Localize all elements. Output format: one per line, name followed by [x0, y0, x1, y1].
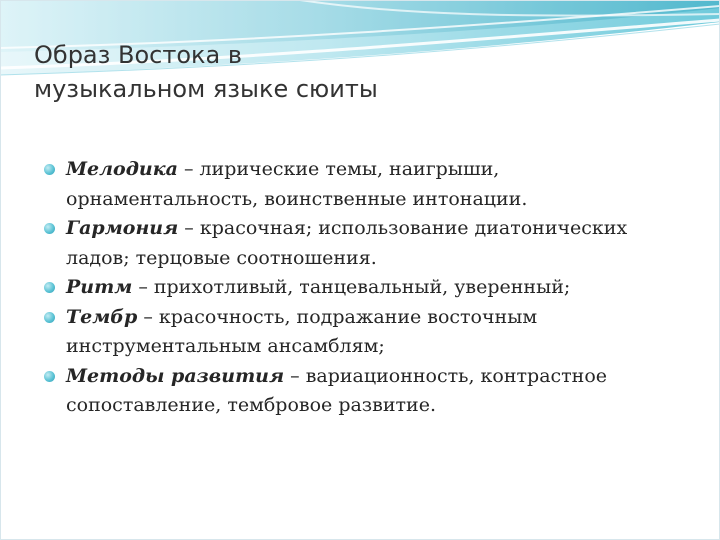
bullet-dot-icon: [44, 164, 55, 175]
bullet-dot-icon: [44, 312, 55, 323]
slide-title: [34, 38, 634, 106]
slide-title-line-1: Образ Востока в: [34, 41, 243, 69]
bullet-item-ritm: [44, 273, 694, 303]
bullet-text: – красочная; использование диатонических ладов; терцовые соотношения.: [66, 217, 628, 269]
bullet-text: – лирические темы, наигрыши, орнаментальность, воинственные интонации.: [66, 158, 528, 210]
bullet-term: Тембр: [66, 305, 138, 328]
bullet-item-metody: [44, 362, 694, 421]
bullet-item-garmoniya: [44, 214, 694, 273]
bullet-list: [44, 155, 694, 421]
bullet-dot-icon: [44, 282, 55, 293]
bullet-dot-icon: [44, 223, 55, 234]
bullet-item-timbre: [44, 303, 694, 362]
bullet-dot-icon: [44, 371, 55, 382]
bullet-term: Методы развития: [66, 364, 285, 387]
bullet-text: – прихотливый, танцевальный, уверенный;: [132, 276, 571, 298]
bullet-term: Гармония: [66, 217, 179, 239]
bullet-item-melodika: [44, 155, 694, 214]
slide-title-line-2: музыкальном языке сюиты: [34, 75, 378, 103]
bullet-term: Мелодика: [66, 158, 178, 180]
bullet-term: Ритм: [66, 276, 133, 298]
bullet-text: – вариационность, контрастное сопоставление, тембровое развитие.: [66, 364, 608, 416]
bullet-text: – красочность, подражание восточным инструментальным ансамблям;: [66, 305, 538, 357]
